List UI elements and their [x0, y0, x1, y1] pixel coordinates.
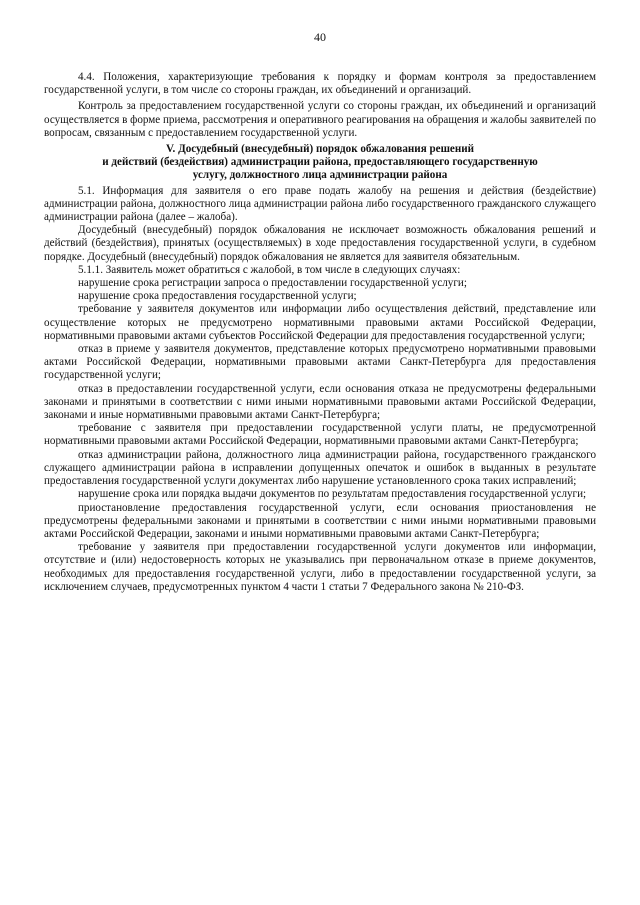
list-item: отказ в приеме у заявителя документов, представление которых предусмотрено нормативными правовыми актами Российской Федерации, нормативными правовыми актами Санкт-Петербурга для предоставления государственной услуги; — [44, 343, 596, 382]
paragraph-5-1: 5.1. Информация для заявителя о его праве подать жалобу на решения и действия (бездействие) администрации района, должностного лица администрации района либо государственного гражданского служащего администрации района (далее – жалоба). — [44, 184, 596, 224]
list-item: нарушение срока предоставления государственной услуги; — [78, 290, 357, 303]
document-body — [44, 71, 596, 594]
paragraph-5-1-1: 5.1.1. Заявитель может обратиться с жалобой, в том числе в следующих случаях: — [78, 263, 461, 276]
heading-line: и действий (бездействия) администрации района, предоставляющего государственную — [102, 156, 538, 169]
paragraph-pretrial-order: Досудебный (внесудебный) порядок обжалования не исключает возможность обжалования решений и действий (бездействия), принятых (осуществляемых) в ходе предоставления государственной услуги, в судебном порядке. Досудебный (внесудебный) порядок обжалования не является для заявителя обязательным. — [44, 224, 596, 263]
list-item: отказ администрации района, должностного лица администрации района, государственного гражданского служащего администрации района в исправлении допущенных опечаток и ошибок в выданных в результате предоставления государственной услуги документах либо нарушение установленного срока таких исправлений; — [44, 448, 596, 488]
list-item: требование у заявителя при предоставлении государственной услуги документов или информации, отсутствие и (или) недостоверность которых не указывались при первоначальном отказе в приеме документов, необходимых для предоставления государственной услуги, либо в предоставлении государственной услуги, за исключением случаев, предусмотренных пунктом 4 части 1 статьи 7 Федерального закона № 210-ФЗ. — [44, 541, 596, 593]
paragraph-4-4: 4.4. Положения, характеризующие требования к порядку и формам контроля за предоставлением государственной услуги, в том числе со стороны граждан, их объединений и организаций. — [44, 71, 596, 97]
heading-line: услугу, должностного лица администрации района — [192, 169, 448, 182]
section-5-heading — [44, 143, 596, 183]
list-item: требование у заявителя документов или информации либо осуществления действий, представление или осуществление которых не предусмотрено нормативными правовыми актами Российской Федерации, нормативными правовыми актами субъектов Российской Федерации для предоставления государственной услуги; — [44, 303, 596, 342]
heading-line: V. Досудебный (внесудебный) порядок обжалования решений — [165, 143, 475, 156]
page-number: 40 — [314, 30, 326, 44]
list-item: отказ в предоставлении государственной услуги, если основания отказа не предусмотрены федеральными законами и принятыми в соответствии с ними иными нормативными правовыми актами Российской Федерации, законами и иные нормативными правовыми актами Санкт-Петербурга; — [44, 382, 596, 422]
paragraph-control: Контроль за предоставлением государственной услуги со стороны граждан, их объединений и организаций осуществляется в форме приема, рассмотрения и оперативного реагирования на обращения и жалобы заявителей по вопросам, связанным с предоставлением государственной услуги. — [44, 100, 596, 139]
list-item: нарушение срока или порядка выдачи документов по результатам предоставления государственной услуги; — [78, 488, 587, 501]
list-item: требование с заявителя при предоставлении государственной услуги платы, не предусмотренной нормативными правовыми актами Российской Федерации, нормативными правовыми актами Санкт-Петербурга; — [44, 422, 596, 448]
list-item: приостановление предоставления государственной услуги, если основания приостановления не предусмотрены федеральными законами и принятыми в соответствии с ними иными нормативными правовыми актами Российской Федерации, законами и иными нормативными правовыми актами Санкт-Петербурга; — [44, 501, 596, 540]
list-item: нарушение срока регистрации запроса о предоставлении государственной услуги; — [78, 277, 467, 290]
